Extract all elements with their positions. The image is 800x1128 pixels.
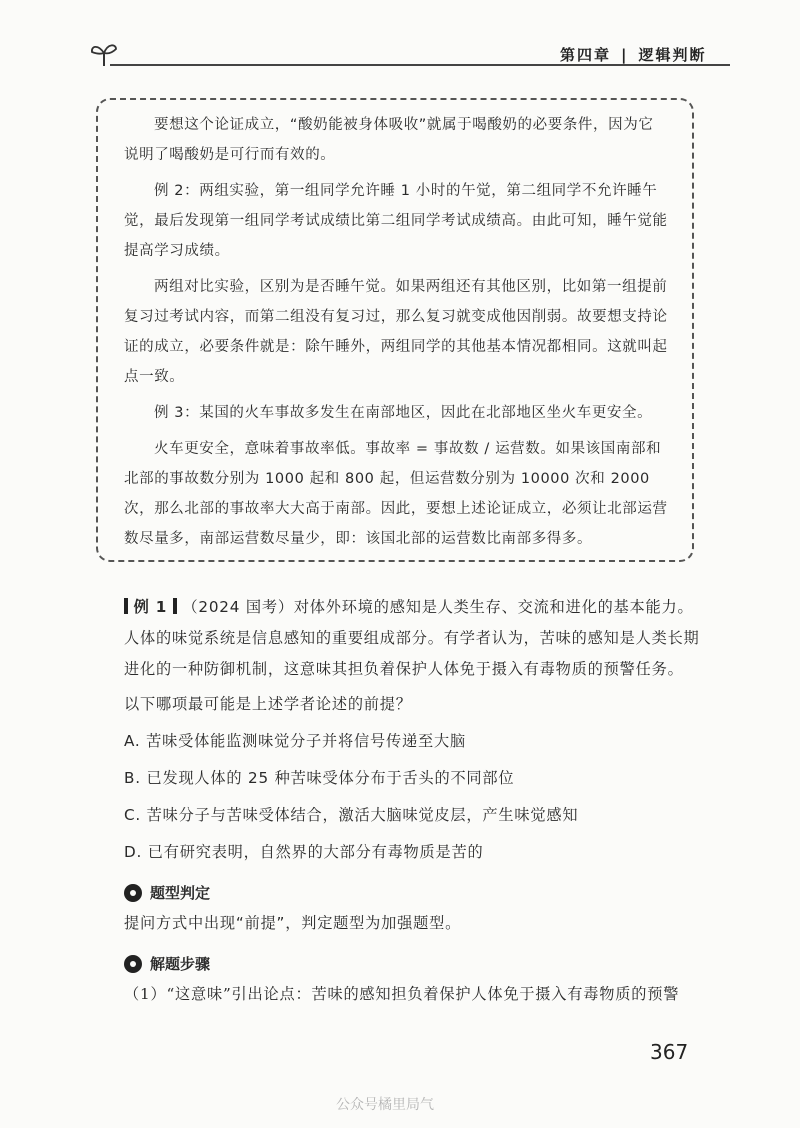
step-1-text: （1）“这意味”引出论点：苦味的感知担负着保护人体免于摄入有毒物质的预警 bbox=[124, 985, 680, 1003]
example-source: （2024 国考） bbox=[182, 598, 294, 616]
bar-mark bbox=[173, 598, 177, 614]
watermark-text: 公众号橘里局气 bbox=[336, 1097, 434, 1113]
chapter-heading: 第四章 | 逻辑判断 bbox=[560, 46, 707, 64]
option-c: C. 苦味分子与苦味受体结合，激活大脑味觉皮层，产生味觉感知 bbox=[124, 806, 579, 824]
example-text: 对体外环境的感知是人类生存、交流和进化的基本能力。人体的味觉系统是信息感知的重要组成部分。有学者认为，苦味的感知是人类长期进化的一种防御机制，这意味其担负着保护人体免于摄入有毒物质的预警任务。 bbox=[124, 598, 700, 678]
option-b: B. 已发现人体的 25 种苦味受体分布于舌头的不同部位 bbox=[124, 769, 515, 787]
pen-icon bbox=[124, 955, 142, 973]
type-title: 题型判定 bbox=[150, 884, 211, 902]
option-d: D. 已有研究表明，自然界的大部分有毒物质是苦的 bbox=[124, 843, 484, 861]
box-paragraph: 两组对比实验，区别为是否睡午觉。如果两组还有其他区别，比如第一组提前复习过考试内容，而第二组没有复习过，那么复习就变成他因削弱。故要想支持论证的成立，必要条件就是：除午睡外，两组同学的其他基本情况都相同。这就叫起点一致。 bbox=[124, 279, 668, 385]
box-paragraph: 例 2：两组实验，第一组同学允许睡 1 小时的午觉，第二组同学不允许睡午觉，最后发现第一组同学考试成绩比第二组同学考试成绩高。由此可知，睡午觉能提高学习成绩。 bbox=[124, 183, 668, 259]
example-label: 例 1 bbox=[133, 598, 168, 616]
example-section bbox=[124, 592, 704, 1010]
chapter-number: 第四章 bbox=[560, 46, 612, 64]
example-stem bbox=[124, 592, 704, 685]
question-text: 以下哪项最可能是上述学者论述的前提？ bbox=[124, 695, 412, 713]
page-number: 367 bbox=[650, 1040, 689, 1064]
steps-section-heading bbox=[124, 949, 704, 979]
gear-icon bbox=[124, 884, 142, 902]
steps-title: 解题步骤 bbox=[150, 955, 211, 973]
chapter-title: 逻辑判断 bbox=[638, 46, 707, 64]
box-paragraph: 要想这个论证成立，“酸奶能被身体吸收”就属于喝酸奶的必要条件，因为它说明了喝酸奶是可行而有效的。 bbox=[124, 117, 654, 163]
box-paragraph: 火车更安全，意味着事故率低。事故率 = 事故数 / 运营数。如果该国南部和北部的事故数分别为 1000 起和 800 起，但运营数分别为 10000 次和 2000 次，那么北部的事故率大大高于南部。因此，要想上述论证成立，必须让北部运营数尽量多，南部运营数尽量少，即：该国北部的运营数比南部多得多。 bbox=[124, 441, 668, 547]
type-text: 提问方式中出现“前提”，判定题型为加强题型。 bbox=[124, 914, 462, 932]
option-a: A. 苦味受体能监测味觉分子并将信号传递至大脑 bbox=[124, 732, 466, 750]
type-section-heading bbox=[124, 878, 704, 908]
box-paragraph: 例 3：某国的火车事故多发生在南部地区，因此在北部地区坐火车更安全。 bbox=[154, 405, 653, 421]
bar-mark bbox=[124, 598, 128, 614]
explanation-box bbox=[96, 98, 694, 562]
